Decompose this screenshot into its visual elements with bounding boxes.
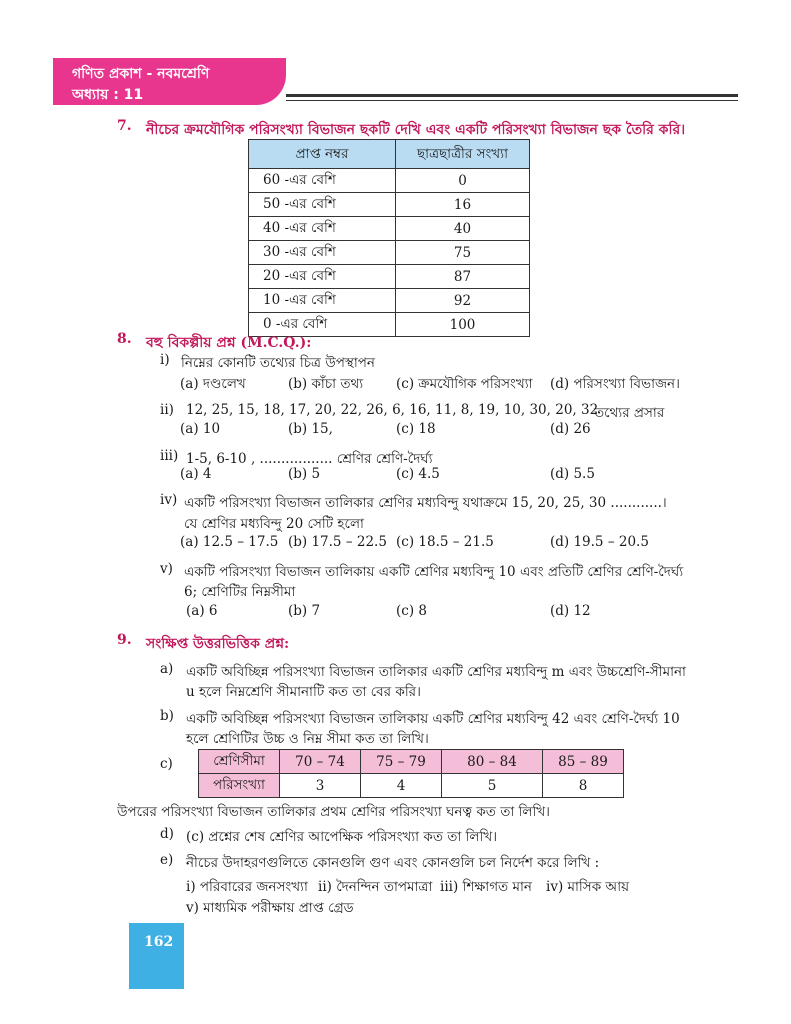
mcq-option: (a) 6 bbox=[186, 603, 218, 619]
table-cell: 20 -এর বেশি bbox=[249, 265, 396, 289]
header-rule bbox=[286, 94, 738, 97]
table-row bbox=[199, 750, 624, 774]
mcq-option: (d) পরিসংখ্যা বিভাজন। bbox=[550, 376, 680, 392]
question-7-text: নীচের ক্রমযৌগিক পরিসংখ্যা বিভাজন ছকটি দেখি এবং একটি পরিসংখ্যা বিভাজন ছক তৈরি করি। bbox=[146, 122, 686, 138]
page-number: 162 bbox=[144, 934, 174, 950]
mcq-question: 12, 25, 15, 18, 17, 20, 22, 26, 6, 16, 11, 8, 19, 10, 30, 20, 32 bbox=[186, 402, 599, 418]
question-9-title: সংক্ষিপ্ত উত্তরভিত্তিক প্রশ্ন: bbox=[146, 636, 290, 652]
mcq-number: ii) bbox=[160, 402, 174, 418]
mcq-question-tail: তথ্যের প্রসার bbox=[594, 405, 665, 421]
mcq-question: একটি পরিসংখ্যা বিভাজন তালিকায় একটি শ্রেণির মধ্যবিন্দু 10 এবং প্রতিটি শ্রেণির শ্রেণি-দৈর্ঘ্য bbox=[184, 564, 684, 580]
table-row-label: শ্রেণিসীমা bbox=[199, 750, 280, 774]
table-header: প্রাপ্ত নম্বর bbox=[249, 140, 396, 169]
subquestion-number: c) bbox=[160, 756, 173, 772]
table-cell: 85 – 89 bbox=[543, 750, 624, 774]
subquestion-number: e) bbox=[160, 852, 174, 868]
table-cell: 70 – 74 bbox=[280, 750, 361, 774]
mcq-option: (a) 4 bbox=[180, 466, 212, 482]
option-item: v) মাধ্যমিক পরীক্ষায় প্রাপ্ত গ্রেড bbox=[186, 900, 354, 916]
subquestion-text: (c) প্রশ্নের শেষ শ্রেণির আপেক্ষিক পরিসংখ্যা কত তা লিখি। bbox=[186, 829, 498, 845]
table-header: ছাত্রছাত্রীর সংখ্যা bbox=[396, 140, 530, 169]
table-cell: 92 bbox=[396, 289, 530, 313]
book-title: গণিত প্রকাশ - নবমশ্রেণি bbox=[72, 66, 210, 82]
table-row bbox=[199, 774, 624, 798]
subquestion-text: উপরের পরিসংখ্যা বিভাজন তালিকার প্রথম শ্রেণির পরিসংখ্যা ঘনত্ব কত তা লিখি। bbox=[117, 804, 551, 820]
table-cell: 40 -এর বেশি bbox=[249, 217, 396, 241]
subquestion-number: b) bbox=[160, 708, 174, 724]
mcq-option: (b) 5 bbox=[288, 466, 321, 482]
table-row-label: পরিসংখ্যা bbox=[199, 774, 280, 798]
subquestion-text: একটি অবিচ্ছিন্ন পরিসংখ্যা বিভাজন তালিকায় একটি শ্রেণির মধ্যবিন্দু 42 এবং শ্রেণি-দৈর্ঘ্য 10 bbox=[186, 711, 680, 727]
table-row bbox=[249, 265, 530, 289]
mcq-question: যে শ্রেণির মধ্যবিন্দু 20 সেটি হলো bbox=[184, 516, 364, 532]
subquestion-number: d) bbox=[160, 826, 174, 842]
table-cell: 87 bbox=[396, 265, 530, 289]
table-cell: 100 bbox=[396, 313, 530, 337]
mcq-option: (d) 5.5 bbox=[550, 466, 595, 482]
question-8-number: 8. bbox=[117, 331, 132, 347]
table-row bbox=[249, 241, 530, 265]
mcq-option: (c) 8 bbox=[396, 603, 427, 619]
subquestion-text: একটি অবিচ্ছিন্ন পরিসংখ্যা বিভাজন তালিকার একটি শ্রেণির মধ্যবিন্দু m এবং উচ্চশ্রেণি-সীমানা bbox=[186, 664, 686, 680]
mcq-question: নিম্নের কোনটি তথ্যের চিত্র উপস্থাপন bbox=[181, 355, 375, 371]
mcq-option: (b) 15, bbox=[288, 421, 333, 437]
table-cell: 16 bbox=[396, 193, 530, 217]
q9c-table bbox=[198, 749, 624, 798]
table-cell: 75 bbox=[396, 241, 530, 265]
table-cell: 40 bbox=[396, 217, 530, 241]
table-cell: 50 -এর বেশি bbox=[249, 193, 396, 217]
question-8-title: বহু বিকল্পীয় প্রশ্ন (M.C.Q.): bbox=[146, 335, 312, 351]
page-number-box bbox=[129, 923, 184, 989]
mcq-option: (c) 18.5 – 21.5 bbox=[396, 534, 494, 550]
table-cell: 5 bbox=[442, 774, 543, 798]
table-cell: 8 bbox=[543, 774, 624, 798]
mcq-option: (c) ক্রমযৌগিক পরিসংখ্যা bbox=[396, 376, 533, 392]
table-cell: 0 -এর বেশি bbox=[249, 313, 396, 337]
table-cell: 80 – 84 bbox=[442, 750, 543, 774]
option-item: iv) মাসিক আয় bbox=[546, 879, 630, 895]
option-item: ii) দৈনন্দিন তাপমাত্রা bbox=[318, 879, 433, 895]
table-header-row bbox=[249, 140, 530, 169]
mcq-number: iv) bbox=[160, 492, 178, 508]
header-rule-thin bbox=[286, 100, 738, 101]
table-cell: 60 -এর বেশি bbox=[249, 169, 396, 193]
mcq-option: (a) দণ্ডলেখ bbox=[180, 376, 246, 392]
mcq-option: (d) 19.5 – 20.5 bbox=[550, 534, 649, 550]
subquestion-number: a) bbox=[160, 661, 174, 677]
subquestion-text: নীচের উদাহরণগুলিতে কোনগুলি গুণ এবং কোনগুলি চল নির্দেশ করে লিখি : bbox=[186, 855, 600, 871]
option-item: i) পরিবারের জনসংখ্যা bbox=[186, 879, 308, 895]
mcq-question: 6; শ্রেণিটির নিম্নসীমা bbox=[184, 584, 296, 600]
subquestion-text: হলে শ্রেণিটির উচ্চ ও নিম্ন সীমা কত তা লিখি। bbox=[186, 731, 429, 747]
mcq-option: (d) 26 bbox=[550, 421, 591, 437]
subquestion-text: u হলে নিম্নশ্রেণি সীমানাটি কত তা বের করি। bbox=[186, 684, 421, 700]
mcq-question: একটি পরিসংখ্যা বিভাজন তালিকার শ্রেণির মধ্যবিন্দু যথাক্রমে 15, 20, 25, 30 ............। bbox=[184, 495, 667, 511]
question-7-number: 7. bbox=[117, 118, 132, 134]
question-9-number: 9. bbox=[117, 632, 132, 648]
table-row bbox=[249, 169, 530, 193]
mcq-option: (a) 10 bbox=[180, 421, 221, 437]
option-item: iii) শিক্ষাগত মান bbox=[440, 879, 532, 895]
mcq-number: i) bbox=[160, 352, 170, 368]
mcq-option: (b) 7 bbox=[288, 603, 321, 619]
mcq-number: v) bbox=[160, 561, 173, 577]
mcq-option: (c) 18 bbox=[396, 421, 436, 437]
mcq-option: (c) 4.5 bbox=[396, 466, 440, 482]
table-row bbox=[249, 193, 530, 217]
mcq-option: (a) 12.5 – 17.5 bbox=[180, 534, 279, 550]
mcq-option: (d) 12 bbox=[550, 603, 591, 619]
table-row bbox=[249, 217, 530, 241]
mcq-question: 1-5, 6-10 , ................. শ্রেণির শ্রেণি-দৈর্ঘ্য bbox=[186, 451, 433, 467]
chapter-label: অধ্যায় : 11 bbox=[72, 87, 144, 103]
table-cell: 30 -এর বেশি bbox=[249, 241, 396, 265]
table-cell: 75 – 79 bbox=[361, 750, 442, 774]
q7-table bbox=[248, 139, 530, 337]
table-row bbox=[249, 289, 530, 313]
table-cell: 4 bbox=[361, 774, 442, 798]
mcq-number: iii) bbox=[160, 448, 179, 464]
table-cell: 3 bbox=[280, 774, 361, 798]
table-cell: 10 -এর বেশি bbox=[249, 289, 396, 313]
mcq-option: (b) কাঁচা তথ্য bbox=[288, 376, 364, 392]
table-cell: 0 bbox=[396, 169, 530, 193]
mcq-option: (b) 17.5 – 22.5 bbox=[288, 534, 387, 550]
